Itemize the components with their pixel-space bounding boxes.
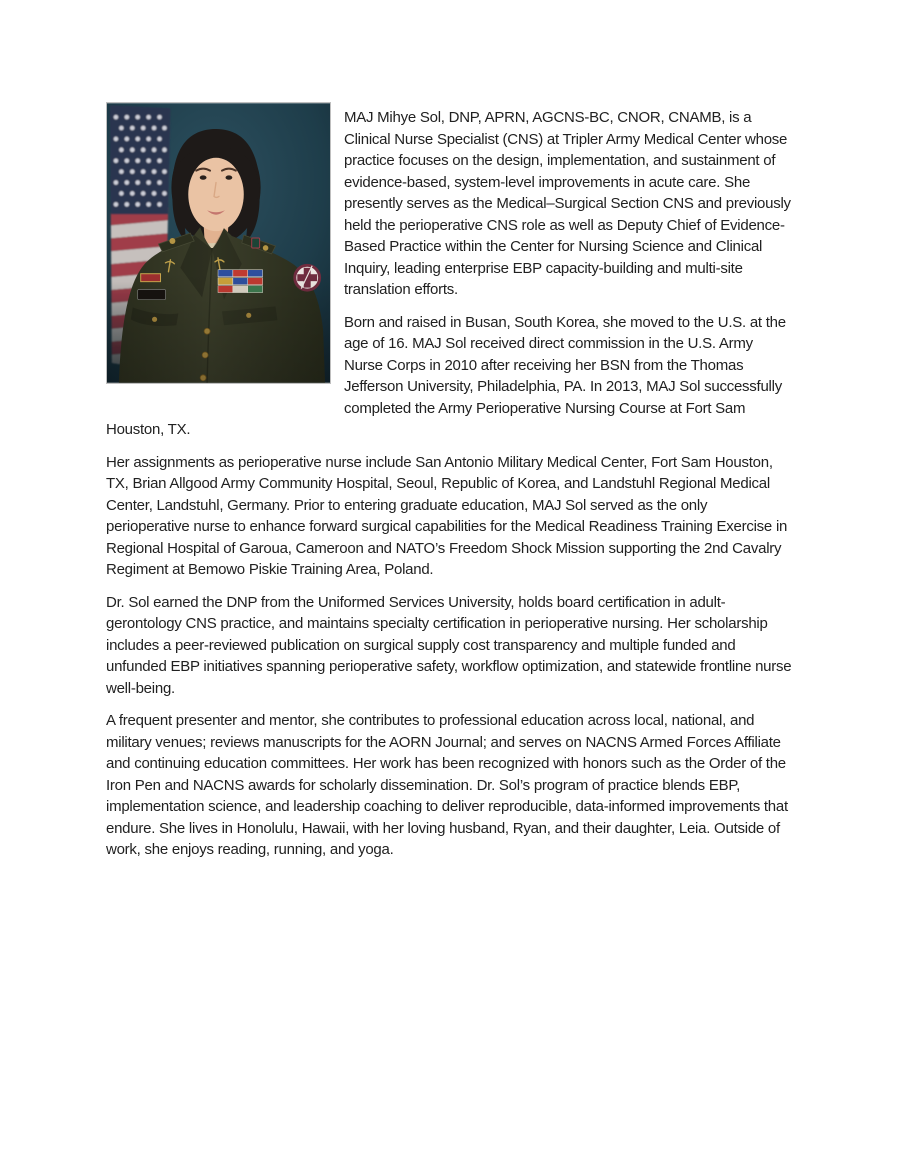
bio-paragraph-4: Dr. Sol earned the DNP from the Uniformed Services University, holds board certification in adult-gerontology CNS practice, and maintains specialty certification in perioperative nursing. Her scholarship includes a peer-reviewed publication on surgical supply cost transparency and multiple funded and unfunded EBP initiatives spanning perioperative safety, workflow optimization, and statewide frontline nurse well-being. xyxy=(106,593,792,697)
bio-paragraph-5: A frequent presenter and mentor, she contributes to professional education across local, national, and military venues; reviews manuscripts for the AORN Journal; and serves on NACNS Armed Forces Affiliate and continuing education committees. Her work has been recognized with honors such as the Order of the Iron Pen and NACNS awards for scholarly dissemination. Dr. Sol’s program of practice blends EBP, implementation science, and leadership coaching to deliver reproducible, data-informed improvements that endure. She lives in Honolulu, Hawaii, with her loving husband, Ryan, and their daughter, Leia. Outside of work, she enjoys reading, running, and yoga. xyxy=(106,712,788,858)
portrait-illustration xyxy=(107,103,330,383)
bio-paragraph-2: Born and raised in Busan, South Korea, she moved to the U.S. at the age of 16. MAJ Sol received direct commission in the U.S. Army Nurse Corps in 2010 after receiving her BSN from the Thomas Jefferson University, Philadelphia, PA. In 2013, MAJ Sol successfully completed the Army Perioperative Nursing Course at Fort Sam Houston, TX. xyxy=(106,313,786,438)
bio-content xyxy=(106,107,794,872)
bio-paragraph-3: Her assignments as perioperative nurse include San Antonio Military Medical Center, Fort Sam Houston, TX, Brian Allgood Army Community Hospital, Seoul, Republic of Korea, and Landstuhl Regional Medical Center, Landstuhl, Germany. Prior to entering graduate education, MAJ Sol served as the only perioperative nurse to enhance forward surgical capabilities for the Medical Readiness Training Exercise in Regional Hospital of Garoua, Cameroon and NATO’s Freedom Shock Mission supporting the 2nd Cavalry Regiment at Bemowo Piskie Training Area, Poland. xyxy=(106,453,788,578)
portrait-photo xyxy=(106,102,331,384)
bio-paragraph-1: MAJ Mihye Sol, DNP, APRN, AGCNS-BC, CNOR, CNAMB, is a Clinical Nurse Specialist (CNS) at Tripler Army Medical Center whose practice focuses on the design, implementation, and sustainment of evidence-based, system-level improvements in acute care. She presently serves as the Medical–Surgical Section CNS and previously held the perioperative CNS role as well as Deputy Chief of Evidence-Based Practice within the Center for Nursing Science and Clinical Inquiry, leading enterprise EBP capacity-building and multi-site translation efforts. xyxy=(344,109,791,298)
